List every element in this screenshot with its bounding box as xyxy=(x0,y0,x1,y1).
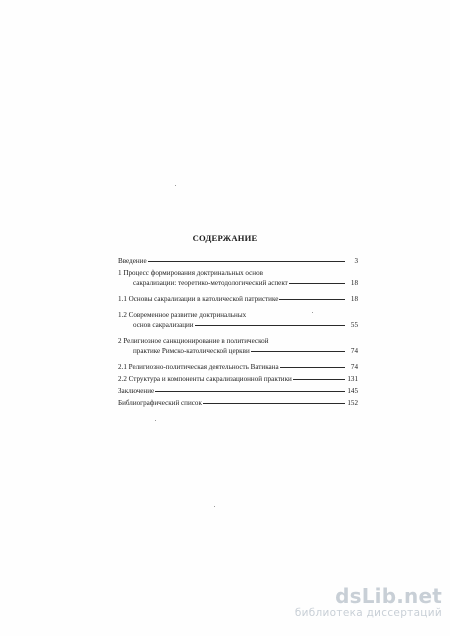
toc-entry-label: Библиографический список xyxy=(118,399,202,407)
toc-entry xyxy=(118,278,358,288)
toc-page-number: 74 xyxy=(350,347,358,355)
dslib-watermark xyxy=(295,585,442,620)
toc-entry xyxy=(118,386,358,396)
toc-entry-label: сакрализации: теоретико-методологический аспект xyxy=(133,279,288,287)
toc-entry-label: практике Римско-католической церкви xyxy=(133,347,250,355)
toc-entry-label: Заключение xyxy=(118,387,155,395)
toc-page-number: 152 xyxy=(347,399,358,407)
watermark-tagline: библиотека диссертаций xyxy=(294,607,442,619)
scan-speck xyxy=(312,312,313,313)
toc-leader-line xyxy=(203,403,345,404)
toc-entry-label: Введение xyxy=(118,257,147,265)
toc-entry xyxy=(118,362,358,372)
toc-entry-label: основ сакрализации xyxy=(133,321,194,329)
toc-leader-line xyxy=(148,261,345,262)
toc-page-number: 74 xyxy=(350,363,358,371)
toc-page-number: 18 xyxy=(350,279,358,287)
toc-entry-label: 2.1 Религиозно-политическая деятельность Ватикана xyxy=(118,363,279,371)
toc-leader-line xyxy=(293,379,345,380)
toc-page-number: 145 xyxy=(347,387,358,395)
page-title: СОДЕРЖАНИЕ xyxy=(192,233,258,243)
toc-entry-label: 1.2 Современное развитие доктринальных xyxy=(118,311,247,319)
toc-page-number: 131 xyxy=(347,375,358,383)
toc-entry xyxy=(118,398,358,408)
toc-page-number: 3 xyxy=(354,257,358,265)
toc-leader-line xyxy=(279,299,345,300)
toc-leader-line xyxy=(251,351,345,352)
toc-entry xyxy=(118,268,358,278)
scan-speck xyxy=(214,506,215,507)
toc-entry-label: 1.1 Основы сакрализации в католической патристике xyxy=(118,295,279,303)
toc-page-number: 55 xyxy=(350,321,358,329)
toc-leader-line xyxy=(280,367,345,368)
watermark-logo: dsLib.net xyxy=(335,584,442,608)
toc-leader-line xyxy=(289,283,345,284)
toc-entry xyxy=(118,336,358,346)
toc-entry xyxy=(118,346,358,356)
scan-speck xyxy=(175,185,176,186)
toc-entry xyxy=(118,256,358,266)
scan-speck xyxy=(155,420,156,421)
toc-entry-label: 2 Религиозное санкционирование в политической xyxy=(118,337,269,345)
table-of-contents xyxy=(118,256,358,408)
toc-entry xyxy=(118,294,358,304)
toc-entry xyxy=(118,310,358,320)
toc-page-number: 18 xyxy=(350,295,358,303)
toc-entry-label: 1 Процесс формирования доктринальных основ xyxy=(118,269,263,277)
toc-leader-line xyxy=(155,391,345,392)
toc-entry-label: 2.2 Структура и компоненты сакрализационной практики xyxy=(118,375,292,383)
toc-entry xyxy=(118,374,358,384)
toc-leader-line xyxy=(195,325,345,326)
toc-entry xyxy=(118,320,358,330)
